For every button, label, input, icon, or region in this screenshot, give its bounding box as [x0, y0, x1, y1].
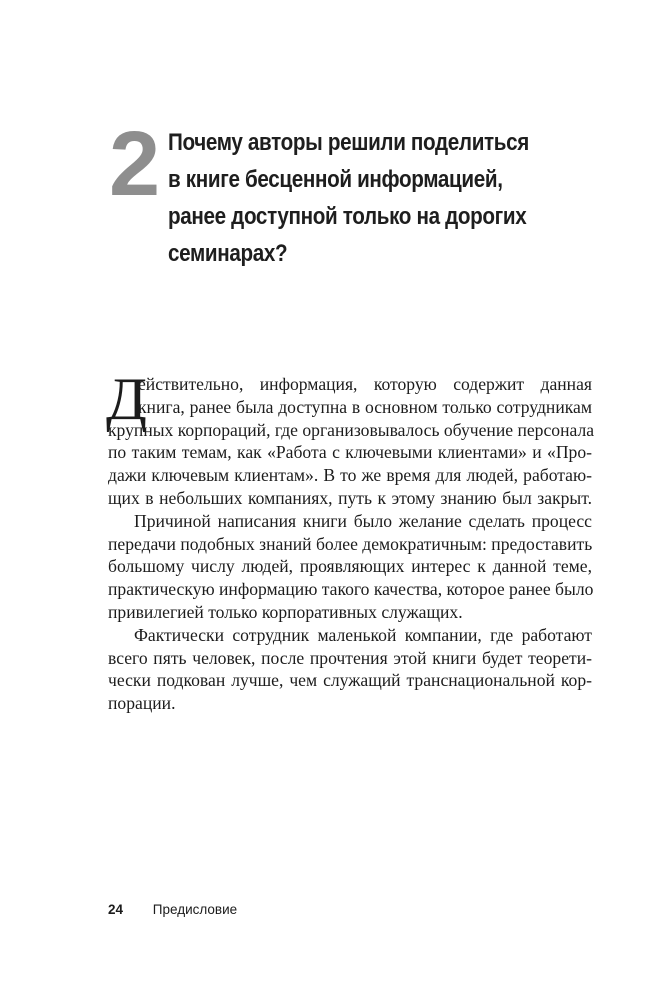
chapter-title	[168, 124, 546, 272]
chapter-number: 2	[109, 113, 161, 215]
paragraph	[106, 366, 595, 510]
text-line: Причиной написания книги было желание сделать процесс	[134, 510, 592, 531]
text-line: практическую информацию такого качества, которое ранее было	[108, 579, 594, 600]
text-line: всего пять человек, после прочтения этой книги будет теорети-	[108, 647, 592, 668]
body-text	[106, 366, 595, 715]
text-line: книга, ранее была доступна в основном только сотрудникам	[138, 396, 592, 417]
drop-cap: Д	[106, 366, 147, 432]
text-line: крупных корпораций, где организовывалось обучение персонала	[108, 419, 595, 440]
chapter-title-line: ранее доступной только на дорогих	[168, 203, 527, 230]
text-line: ействительно, информация, которую содержит данная	[138, 374, 592, 394]
text-line: передачи подобных знаний более демократичным: предоставить	[108, 533, 593, 554]
text-line: дажи ключевым клиентам». В то же время для людей, работаю-	[108, 465, 592, 486]
page-footer	[108, 902, 237, 917]
paragraph	[108, 510, 592, 624]
text-line: порации.	[108, 693, 176, 714]
text-line: большому числу людей, проявляющих интерес к данной теме,	[108, 556, 592, 577]
text-line: щих в небольших компаниях, путь к этому знанию был закрыт.	[108, 487, 592, 508]
chapter-title-line: семинарах?	[168, 240, 288, 267]
paragraph	[108, 624, 592, 715]
section-name: Предисловие	[152, 902, 238, 917]
chapter-title-line: в книге бесценной информацией,	[168, 166, 503, 193]
text-line: чески подкован лучше, чем служащий транснациональной кор-	[108, 670, 592, 691]
chapter-title-line: Почему авторы решили поделиться	[168, 129, 529, 156]
page-number: 24	[108, 902, 124, 917]
text-line: по таким темам, как «Работа с ключевыми клиентами» и «Про-	[108, 442, 592, 463]
text-line: привилегией только корпоративных служащих.	[108, 601, 463, 622]
text-line: Фактически сотрудник маленькой компании, где работают	[134, 624, 592, 645]
